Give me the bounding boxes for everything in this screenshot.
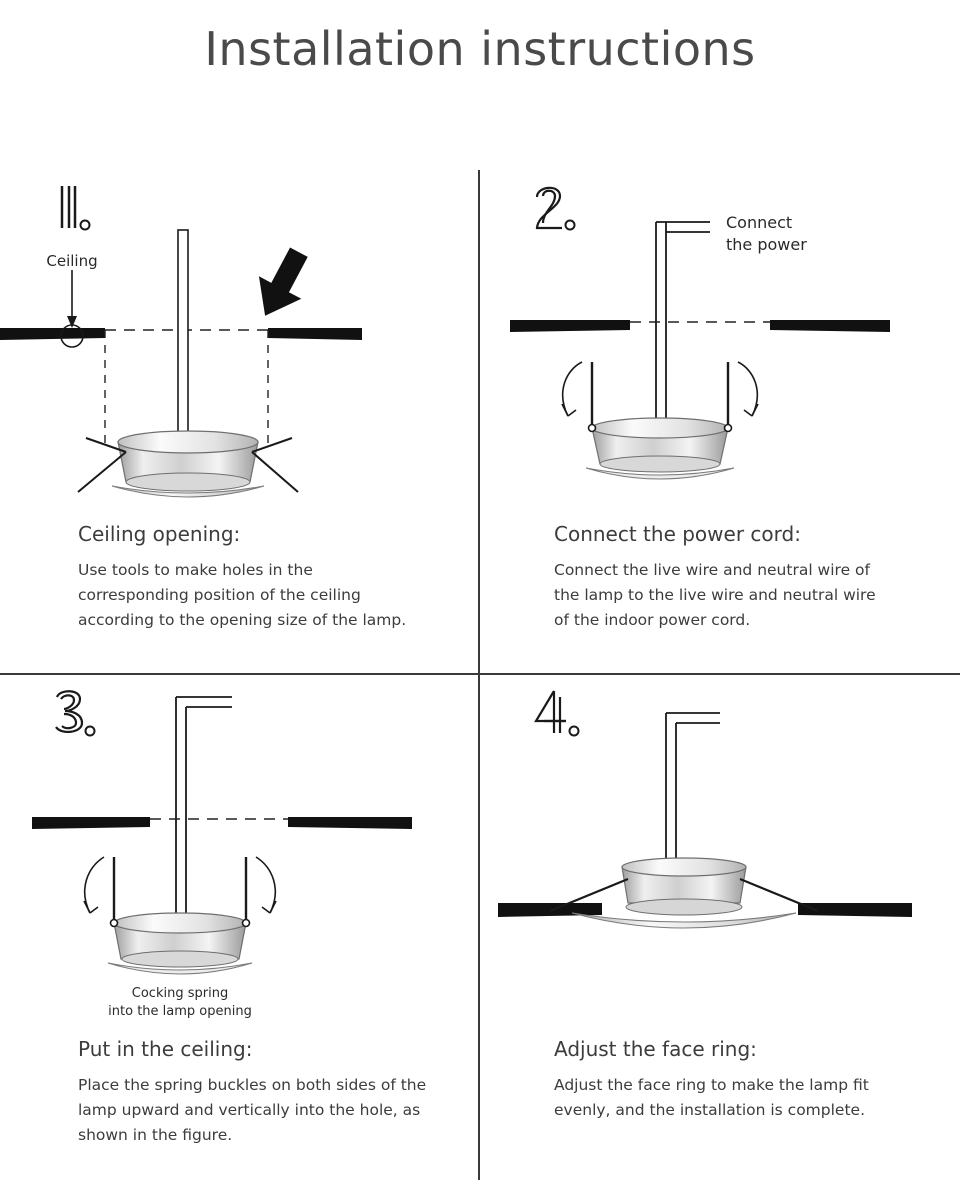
label-ceiling: Ceiling	[46, 252, 98, 270]
step-card-4	[480, 675, 960, 1180]
figure-step-2	[480, 170, 960, 530]
label-connect-line1: Connect	[726, 213, 793, 232]
page-title: Installation instructions	[204, 22, 756, 76]
step-1-heading: Ceiling opening:	[78, 522, 241, 546]
label-cocking-spring-line1: Cocking spring	[131, 986, 229, 1001]
step-card-3	[0, 675, 480, 1180]
step-2-heading: Connect the power cord:	[554, 522, 801, 546]
figure-step-4	[480, 675, 960, 1035]
step-3-body: Place the spring buckles on both sides of the lamp upward and vertically into the hole, as shown in the figure.	[78, 1076, 427, 1145]
step-4-body: Adjust the face ring to make the lamp fit evenly, and the installation is complete.	[554, 1076, 869, 1120]
step-4-heading: Adjust the face ring:	[554, 1037, 757, 1061]
step-2-body: Connect the live wire and neutral wire of the lamp to the live wire and neutral wire of the indoor power cord.	[554, 561, 876, 630]
step-card-2	[480, 170, 960, 675]
figure-step-1	[0, 170, 478, 530]
step-card-1	[0, 170, 480, 675]
figure-step-3	[0, 675, 478, 1035]
steps-grid	[0, 170, 960, 1180]
step-2-text	[554, 522, 920, 633]
step-3-heading: Put in the ceiling:	[78, 1037, 253, 1061]
step-4-text	[554, 1037, 920, 1123]
step-1-text	[78, 522, 438, 633]
step-3-text	[78, 1037, 438, 1148]
label-cocking-spring-line2: into the lamp opening	[108, 1004, 252, 1019]
step-1-body: Use tools to make holes in the corresponding position of the ceiling according to the opening size of the lamp.	[78, 561, 407, 630]
label-connect-line2: the power	[726, 235, 807, 254]
